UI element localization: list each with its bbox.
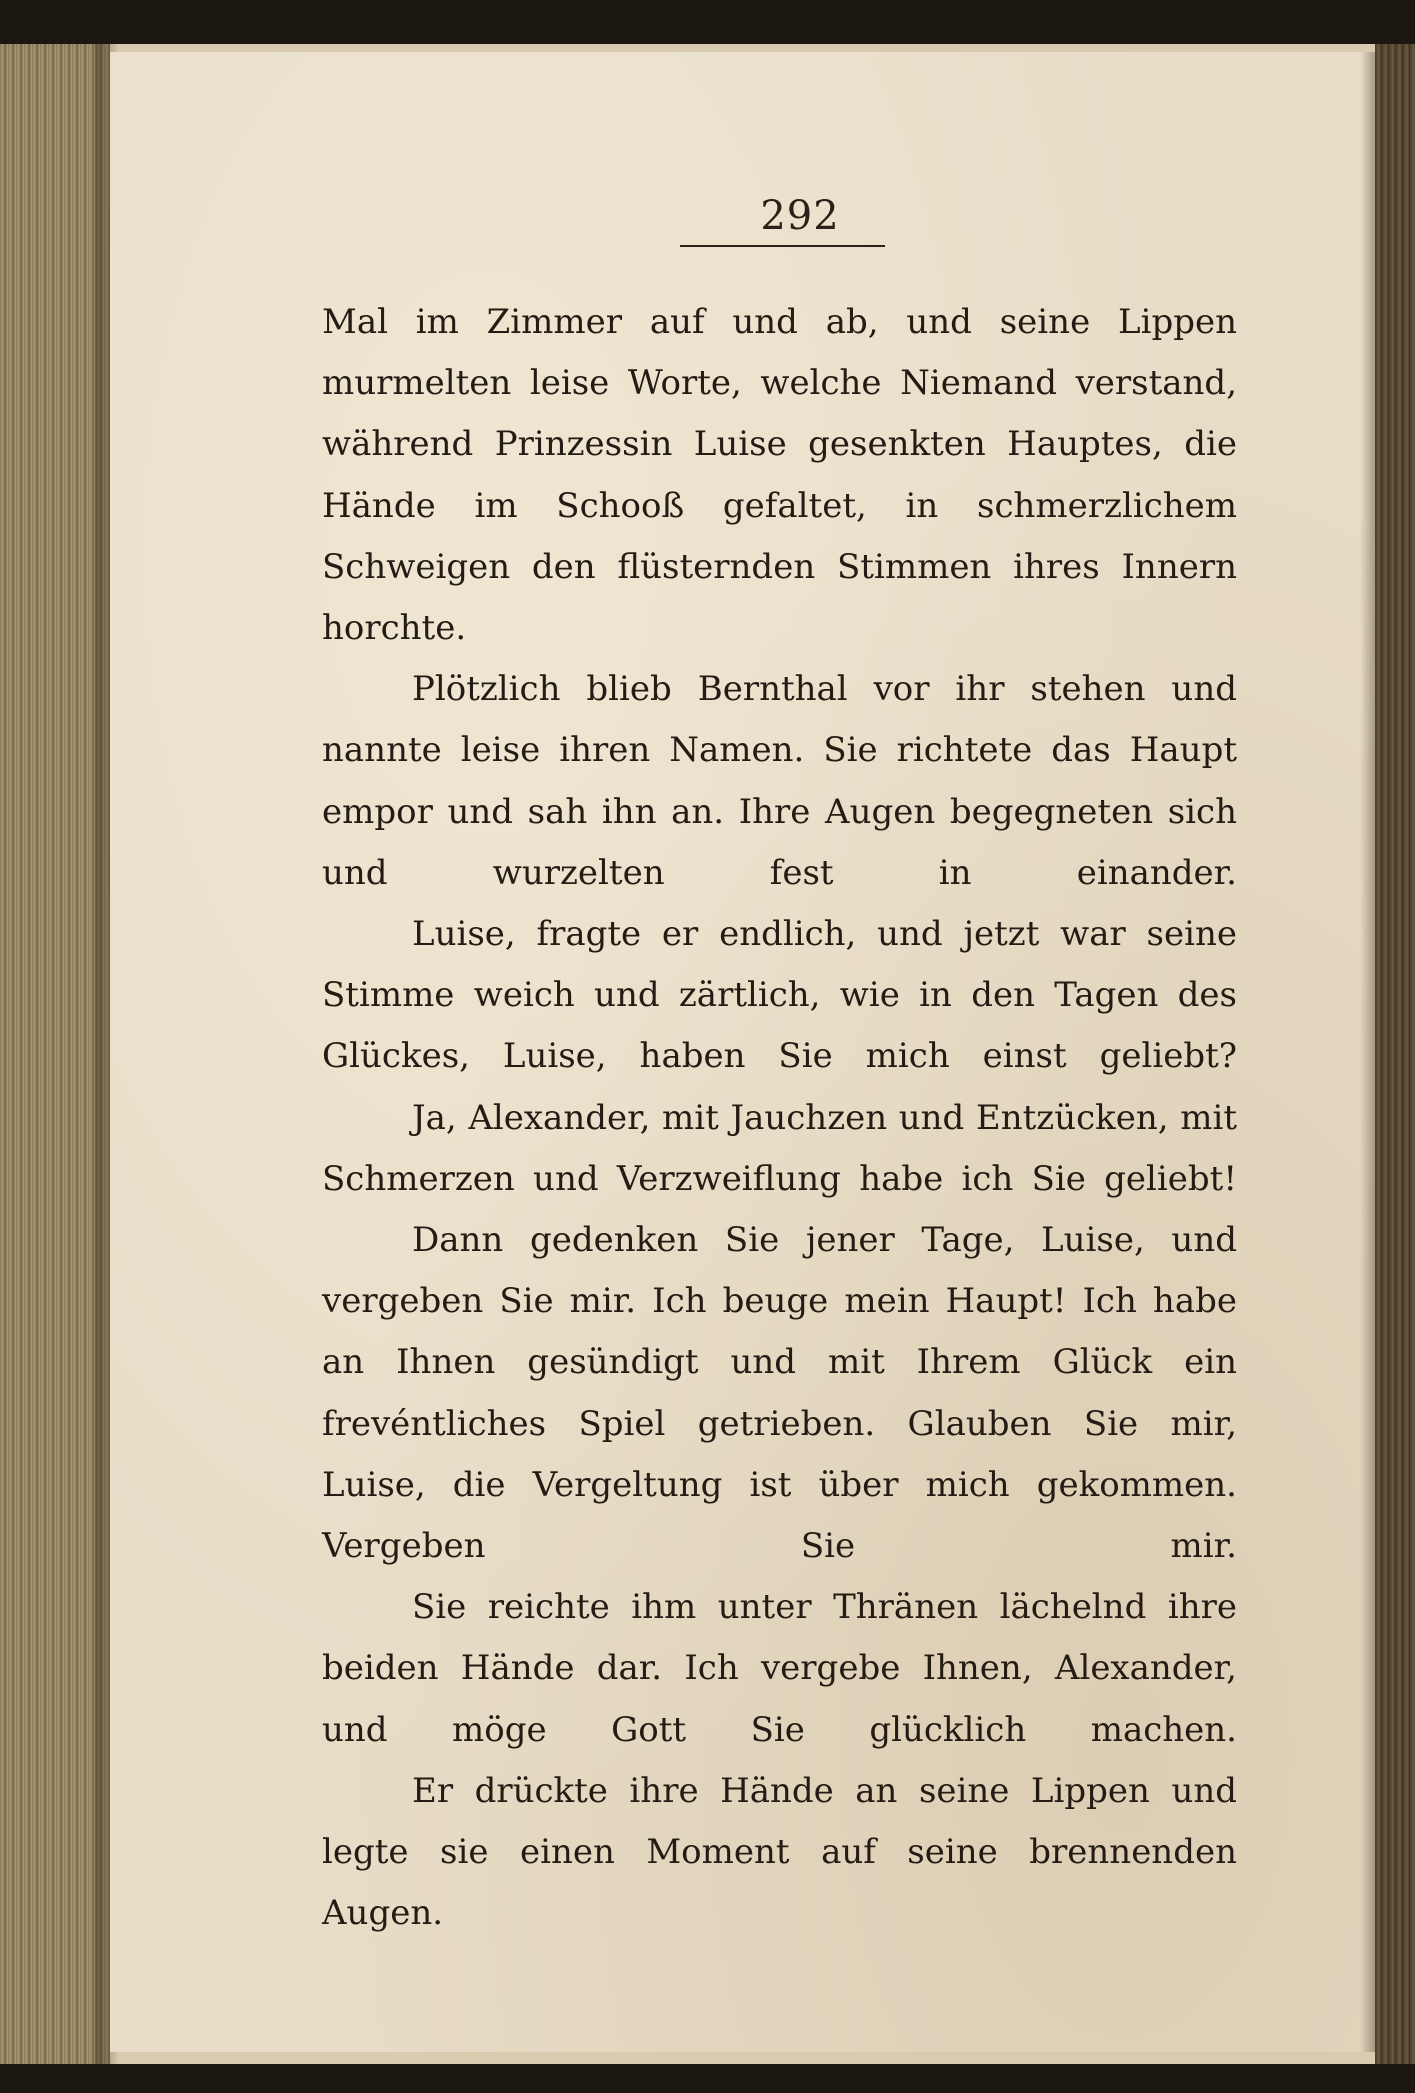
page-number: 292 <box>760 193 840 239</box>
paragraph: Ja, Alexander, mit Jauchzen und Entzücken, mit Schmerzen und Verzweiflung habe ich Sie geliebt! <box>322 1097 1237 1199</box>
paragraph: Mal im Zimmer auf und ab, und seine Lippen murmelten leise Worte, welche Niemand verstand, während Prinzessin Luise gesenkten Hauptes, die Hände im Schooß gefaltet, in schmerzlichem Schweigen den flüsternden Stimmen ihres Innern horchte. <box>322 302 1237 649</box>
body-text <box>322 292 1237 1944</box>
paragraph: Plötzlich blieb Bernthal vor ihr stehen und nannte leise ihren Namen. Sie richtete das Haupt empor und sah ihn an. Ihre Augen begegneten sich und wurzelten fest in einander. <box>322 669 1237 893</box>
paragraph: Dann gedenken Sie jener Tage, Luise, und vergeben Sie mir. Ich beuge mein Haupt! Ich habe an Ihnen gesündigt und mit Ihrem Glück ein frevéntliches Spiel getrieben. Glauben Sie mir, Luise, die Vergeltung ist über mich gekommen. Vergeben Sie mir. <box>322 1220 1237 1567</box>
header-rule <box>680 245 885 247</box>
paragraph: Er drückte ihre Hände an seine Lippen und legte sie einen Moment auf seine brennenden Augen. <box>322 1770 1237 1934</box>
paragraph: Luise, fragte er endlich, und jetzt war seine Stimme weich und zärtlich, wie in den Tagen des Glückes, Luise, haben Sie mich einst geliebt? <box>322 914 1237 1077</box>
page-edges-left <box>0 44 110 2064</box>
paragraph: Sie reichte ihm unter Thränen lächelnd ihre beiden Hände dar. Ich vergebe Ihnen, Alexander, und möge Gott Sie glücklich machen. <box>322 1587 1237 1750</box>
page-edges-right <box>1375 44 1415 2064</box>
